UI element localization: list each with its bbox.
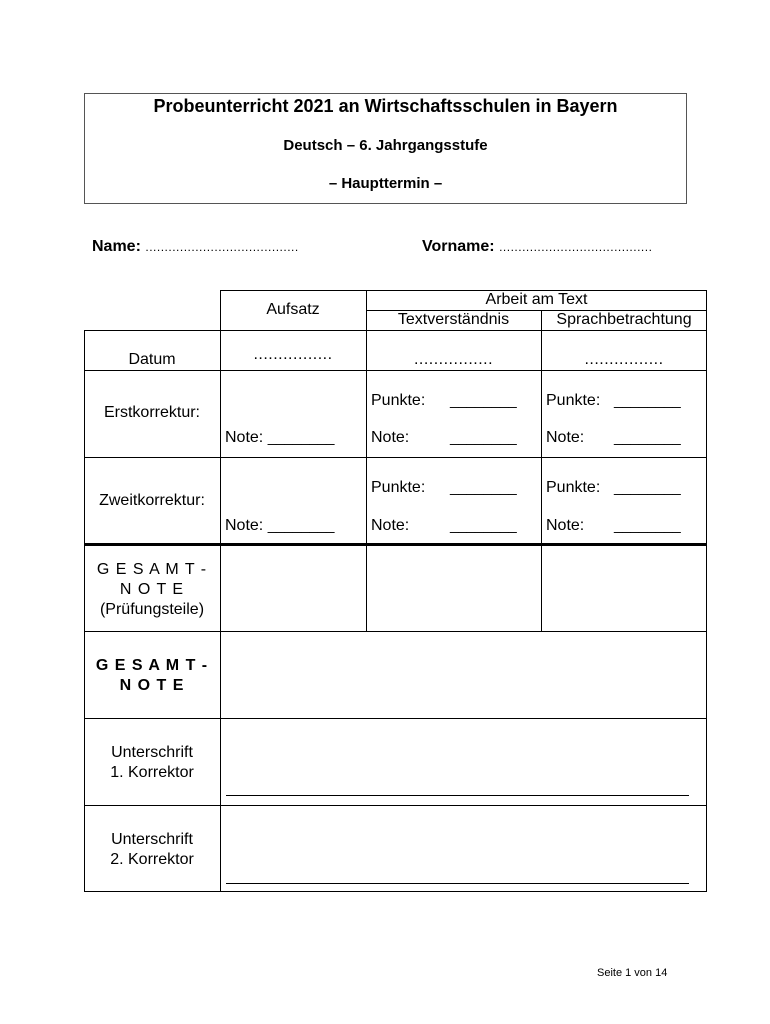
label-line: G E S A M T - — [96, 561, 208, 578]
label-line: G E S A M T - — [95, 657, 209, 674]
note-blank: ________ — [267, 429, 335, 446]
erst-text-note-blank[interactable]: ________ — [450, 429, 517, 446]
row-label-erstkorrektur: Erstkorrektur: — [103, 404, 200, 421]
zweit-text-punkte-label: Punkte: — [371, 479, 426, 496]
erst-sprach-punkte-label: Punkte: — [546, 392, 601, 409]
table-line — [84, 370, 707, 371]
vorname-field[interactable] — [422, 238, 652, 256]
table-line — [706, 290, 707, 892]
col-header-textverstaendnis: Textverständnis — [397, 311, 510, 328]
datum-aufsatz-field[interactable]: ................ — [253, 346, 333, 363]
datum-sprachbetrachtung-field[interactable]: ................ — [584, 351, 664, 368]
zweit-text-punkte-blank[interactable]: ________ — [450, 479, 517, 496]
row-label-gesamtnote — [84, 656, 220, 696]
zweit-aufsatz-note[interactable] — [225, 517, 334, 535]
erst-sprach-note-label: Note: — [546, 429, 585, 446]
zweit-text-note-blank[interactable]: ________ — [450, 517, 517, 534]
label-line: Unterschrift — [111, 744, 193, 761]
table-line — [84, 457, 707, 458]
datum-textverstaendnis-field[interactable]: ................ — [413, 351, 494, 368]
zweit-text-note-label: Note: — [371, 517, 410, 534]
table-line — [220, 290, 221, 892]
note-blank: ________ — [267, 517, 335, 534]
table-line — [366, 290, 367, 632]
row-label-datum: Datum — [128, 351, 176, 368]
note-label: Note: — [225, 429, 264, 446]
table-line — [84, 330, 707, 331]
vorname-dots: ........................................ — [499, 240, 653, 254]
table-line — [84, 805, 707, 806]
label-line: 1. Korrektor — [110, 764, 194, 781]
row-label-zweitkorrektur: Zweitkorrektur: — [99, 492, 205, 509]
page-number: Seite 1 von 14 — [597, 967, 668, 979]
note-label: Note: — [225, 517, 264, 534]
label-line: 2. Korrektor — [110, 851, 194, 868]
exam-date-type: – Haupttermin – — [328, 175, 443, 192]
label-line: Unterschrift — [111, 831, 193, 848]
col-header-aufsatz: Aufsatz — [266, 301, 320, 318]
erst-text-punkte-blank[interactable]: ________ — [450, 392, 517, 409]
erst-text-punkte-label: Punkte: — [371, 392, 426, 409]
table-line — [84, 891, 707, 892]
subject-line: Deutsch – 6. Jahrgangsstufe — [283, 137, 488, 154]
label-line: N O T E — [119, 581, 185, 598]
name-dots: ........................................ — [145, 240, 299, 254]
erst-sprach-note-blank[interactable]: ________ — [614, 429, 681, 446]
name-field[interactable] — [92, 238, 299, 256]
row-label-gesamtnote-pruefungsteile — [84, 560, 220, 620]
name-label: Name: — [92, 238, 141, 255]
table-line-thick — [84, 543, 707, 546]
row-label-unterschrift-2 — [84, 830, 220, 870]
col-header-arbeit-am-text: Arbeit am Text — [485, 291, 588, 308]
label-line: (Prüfungsteile) — [99, 601, 205, 618]
zweit-sprach-punkte-label: Punkte: — [546, 479, 601, 496]
signature-line-1[interactable] — [226, 795, 689, 796]
erst-text-note-label: Note: — [371, 429, 410, 446]
table-line — [84, 631, 707, 632]
col-header-sprachbetrachtung: Sprachbetrachtung — [556, 311, 692, 328]
zweit-sprach-note-label: Note: — [546, 517, 585, 534]
erst-sprach-punkte-blank[interactable]: ________ — [614, 392, 681, 409]
zweit-sprach-note-blank[interactable]: ________ — [614, 517, 681, 534]
zweit-sprach-punkte-blank[interactable]: ________ — [614, 479, 681, 496]
row-label-unterschrift-1 — [84, 743, 220, 783]
table-line — [84, 718, 707, 719]
page-title: Probeunterricht 2021 an Wirtschaftsschulen in Bayern — [153, 96, 618, 116]
signature-line-2[interactable] — [226, 883, 689, 884]
vorname-label: Vorname: — [422, 238, 495, 255]
erst-aufsatz-note[interactable] — [225, 429, 334, 447]
label-line: N O T E — [119, 677, 185, 694]
